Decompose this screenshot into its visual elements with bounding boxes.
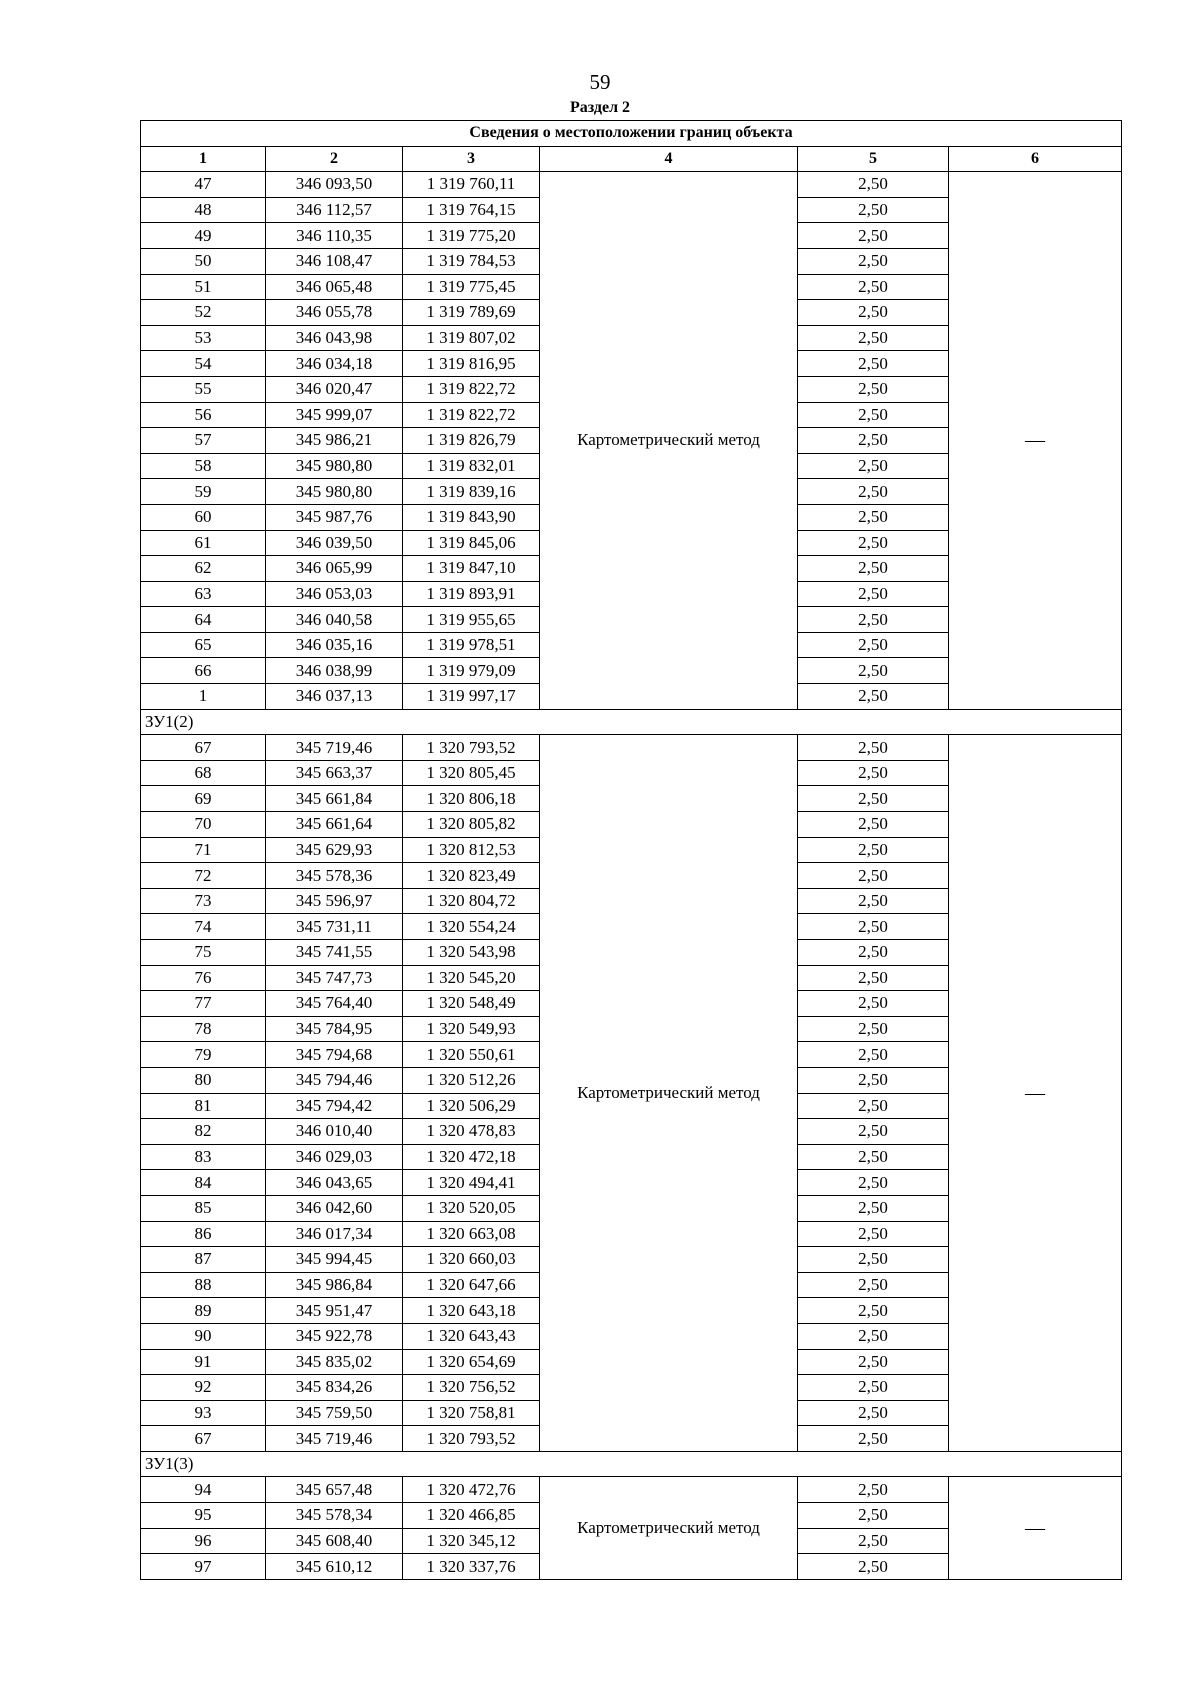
point-number: 79 <box>141 1042 266 1068</box>
accuracy-value: 2,50 <box>798 172 949 198</box>
coordinate-y: 1 319 822,72 <box>403 376 540 402</box>
point-number: 51 <box>141 274 266 300</box>
coordinate-x: 345 994,45 <box>266 1247 403 1273</box>
coordinate-x: 345 980,80 <box>266 479 403 505</box>
table-caption: Сведения о местоположении границ объекта <box>141 121 1122 147</box>
accuracy-value: 2,50 <box>798 991 949 1017</box>
coordinate-x: 346 029,03 <box>266 1144 403 1170</box>
accuracy-value: 2,50 <box>798 453 949 479</box>
coordinate-y: 1 319 845,06 <box>403 530 540 556</box>
point-number: 57 <box>141 428 266 454</box>
coordinate-y: 1 319 826,79 <box>403 428 540 454</box>
accuracy-value: 2,50 <box>798 1042 949 1068</box>
method-cell: Картометрический метод <box>540 735 798 1452</box>
point-number: 54 <box>141 351 266 377</box>
coordinate-y: 1 320 472,76 <box>403 1477 540 1503</box>
coordinate-x: 346 043,98 <box>266 325 403 351</box>
point-number: 59 <box>141 479 266 505</box>
coordinate-y: 1 320 543,98 <box>403 940 540 966</box>
coordinate-y: 1 320 805,82 <box>403 812 540 838</box>
point-number: 93 <box>141 1400 266 1426</box>
point-number: 74 <box>141 914 266 940</box>
coordinate-x: 346 108,47 <box>266 248 403 274</box>
coordinate-y: 1 319 839,16 <box>403 479 540 505</box>
coordinate-x: 345 794,42 <box>266 1093 403 1119</box>
accuracy-value: 2,50 <box>798 1144 949 1170</box>
coordinate-y: 1 319 955,65 <box>403 607 540 633</box>
coordinate-y: 1 319 979,09 <box>403 658 540 684</box>
coordinate-x: 345 731,11 <box>266 914 403 940</box>
point-number: 96 <box>141 1528 266 1554</box>
accuracy-value: 2,50 <box>798 658 949 684</box>
point-number: 75 <box>141 940 266 966</box>
point-number: 65 <box>141 632 266 658</box>
accuracy-value: 2,50 <box>798 863 949 889</box>
coordinate-x: 345 747,73 <box>266 965 403 991</box>
accuracy-value: 2,50 <box>798 1247 949 1273</box>
table-row <box>141 1477 1122 1503</box>
page-number: 59 <box>589 70 611 94</box>
accuracy-value: 2,50 <box>798 1119 949 1145</box>
coordinate-y: 1 320 550,61 <box>403 1042 540 1068</box>
point-number: 48 <box>141 197 266 223</box>
accuracy-value: 2,50 <box>798 1554 949 1580</box>
coordinate-y: 1 319 816,95 <box>403 351 540 377</box>
coordinate-y: 1 319 760,11 <box>403 172 540 198</box>
coordinate-y: 1 319 764,15 <box>403 197 540 223</box>
point-number: 92 <box>141 1375 266 1401</box>
coordinate-x: 346 020,47 <box>266 376 403 402</box>
accuracy-value: 2,50 <box>798 1170 949 1196</box>
accuracy-value: 2,50 <box>798 1323 949 1349</box>
point-number: 94 <box>141 1477 266 1503</box>
point-number: 97 <box>141 1554 266 1580</box>
accuracy-value: 2,50 <box>798 581 949 607</box>
coordinate-x: 346 038,99 <box>266 658 403 684</box>
coordinate-y: 1 320 643,43 <box>403 1323 540 1349</box>
coordinate-x: 346 042,60 <box>266 1195 403 1221</box>
parcel-label: ЗУ1(2) <box>141 709 1122 735</box>
coordinate-x: 346 037,13 <box>266 684 403 710</box>
point-number: 83 <box>141 1144 266 1170</box>
point-number: 70 <box>141 812 266 838</box>
point-number: 95 <box>141 1503 266 1529</box>
point-number: 52 <box>141 300 266 326</box>
coordinate-y: 1 320 506,29 <box>403 1093 540 1119</box>
coordinate-y: 1 320 545,20 <box>403 965 540 991</box>
accuracy-value: 2,50 <box>798 1272 949 1298</box>
point-number: 89 <box>141 1298 266 1324</box>
coordinate-y: 1 320 647,66 <box>403 1272 540 1298</box>
coordinate-x: 345 764,40 <box>266 991 403 1017</box>
coordinate-y: 1 320 823,49 <box>403 863 540 889</box>
point-number: 88 <box>141 1272 266 1298</box>
coordinate-x: 345 759,50 <box>266 1400 403 1426</box>
accuracy-value: 2,50 <box>798 530 949 556</box>
coordinate-y: 1 320 793,52 <box>403 735 540 761</box>
coordinate-x: 345 657,48 <box>266 1477 403 1503</box>
coordinate-y: 1 320 806,18 <box>403 786 540 812</box>
coordinate-y: 1 320 654,69 <box>403 1349 540 1375</box>
point-number: 67 <box>141 1426 266 1452</box>
point-number: 53 <box>141 325 266 351</box>
point-number: 66 <box>141 658 266 684</box>
accuracy-value: 2,50 <box>798 1528 949 1554</box>
coordinate-x: 345 999,07 <box>266 402 403 428</box>
accuracy-value: 2,50 <box>798 376 949 402</box>
point-number: 63 <box>141 581 266 607</box>
column-number: 2 <box>266 146 403 172</box>
accuracy-value: 2,50 <box>798 735 949 761</box>
accuracy-value: 2,50 <box>798 760 949 786</box>
coordinate-x: 346 065,99 <box>266 556 403 582</box>
coordinate-x: 346 093,50 <box>266 172 403 198</box>
coordinate-y: 1 320 478,83 <box>403 1119 540 1145</box>
parcel-group-row <box>141 709 1122 735</box>
accuracy-value: 2,50 <box>798 223 949 249</box>
coordinate-y: 1 320 512,26 <box>403 1067 540 1093</box>
accuracy-value: 2,50 <box>798 351 949 377</box>
coordinate-y: 1 320 549,93 <box>403 1016 540 1042</box>
coordinate-x: 345 578,36 <box>266 863 403 889</box>
point-number: 73 <box>141 888 266 914</box>
coordinate-x: 346 034,18 <box>266 351 403 377</box>
point-number: 72 <box>141 863 266 889</box>
column-number-row <box>141 146 1122 172</box>
boundary-coordinates-table <box>140 120 1122 1580</box>
point-number: 81 <box>141 1093 266 1119</box>
coordinate-y: 1 320 793,52 <box>403 1426 540 1452</box>
coordinate-x: 345 986,21 <box>266 428 403 454</box>
coordinate-x: 346 053,03 <box>266 581 403 607</box>
coordinate-x: 345 741,55 <box>266 940 403 966</box>
coordinate-y: 1 319 978,51 <box>403 632 540 658</box>
accuracy-value: 2,50 <box>798 607 949 633</box>
note-cell: — <box>949 172 1122 709</box>
coordinate-y: 1 320 548,49 <box>403 991 540 1017</box>
point-number: 68 <box>141 760 266 786</box>
coordinate-x: 346 017,34 <box>266 1221 403 1247</box>
point-number: 85 <box>141 1195 266 1221</box>
accuracy-value: 2,50 <box>798 504 949 530</box>
coordinate-x: 345 794,46 <box>266 1067 403 1093</box>
point-number: 77 <box>141 991 266 1017</box>
coordinate-y: 1 320 804,72 <box>403 888 540 914</box>
coordinate-y: 1 320 472,18 <box>403 1144 540 1170</box>
column-number: 6 <box>949 146 1122 172</box>
coordinate-y: 1 319 807,02 <box>403 325 540 351</box>
point-number: 76 <box>141 965 266 991</box>
coordinate-x: 345 980,80 <box>266 453 403 479</box>
coordinate-x: 345 608,40 <box>266 1528 403 1554</box>
accuracy-value: 2,50 <box>798 325 949 351</box>
coordinate-y: 1 319 843,90 <box>403 504 540 530</box>
coordinate-y: 1 320 756,52 <box>403 1375 540 1401</box>
accuracy-value: 2,50 <box>798 888 949 914</box>
coordinate-x: 346 055,78 <box>266 300 403 326</box>
accuracy-value: 2,50 <box>798 300 949 326</box>
accuracy-value: 2,50 <box>798 248 949 274</box>
coordinate-y: 1 319 847,10 <box>403 556 540 582</box>
point-number: 50 <box>141 248 266 274</box>
table-row <box>141 735 1122 761</box>
coordinate-y: 1 320 805,45 <box>403 760 540 786</box>
accuracy-value: 2,50 <box>798 479 949 505</box>
method-cell: Картометрический метод <box>540 172 798 709</box>
coordinate-y: 1 320 660,03 <box>403 1247 540 1273</box>
column-number: 3 <box>403 146 540 172</box>
coordinate-x: 345 661,84 <box>266 786 403 812</box>
accuracy-value: 2,50 <box>798 812 949 838</box>
coordinate-y: 1 319 775,45 <box>403 274 540 300</box>
note-cell: — <box>949 735 1122 1452</box>
coordinate-x: 345 794,68 <box>266 1042 403 1068</box>
point-number: 86 <box>141 1221 266 1247</box>
point-number: 62 <box>141 556 266 582</box>
point-number: 58 <box>141 453 266 479</box>
coordinate-x: 346 010,40 <box>266 1119 403 1145</box>
coordinate-x: 346 035,16 <box>266 632 403 658</box>
coordinate-x: 346 065,48 <box>266 274 403 300</box>
point-number: 90 <box>141 1323 266 1349</box>
coordinate-x: 345 719,46 <box>266 1426 403 1452</box>
accuracy-value: 2,50 <box>798 684 949 710</box>
coordinate-x: 346 039,50 <box>266 530 403 556</box>
coordinate-y: 1 320 520,05 <box>403 1195 540 1221</box>
coordinate-y: 1 319 784,53 <box>403 248 540 274</box>
coordinate-x: 345 596,97 <box>266 888 403 914</box>
accuracy-value: 2,50 <box>798 1400 949 1426</box>
coordinate-y: 1 320 494,41 <box>403 1170 540 1196</box>
point-number: 71 <box>141 837 266 863</box>
coordinate-y: 1 319 822,72 <box>403 402 540 428</box>
coordinate-x: 346 040,58 <box>266 607 403 633</box>
accuracy-value: 2,50 <box>798 914 949 940</box>
coordinate-x: 345 922,78 <box>266 1323 403 1349</box>
table-caption-row <box>141 121 1122 147</box>
accuracy-value: 2,50 <box>798 402 949 428</box>
point-number: 61 <box>141 530 266 556</box>
coordinate-x: 346 112,57 <box>266 197 403 223</box>
coordinate-y: 1 319 832,01 <box>403 453 540 479</box>
accuracy-value: 2,50 <box>798 428 949 454</box>
accuracy-value: 2,50 <box>798 786 949 812</box>
coordinate-y: 1 320 758,81 <box>403 1400 540 1426</box>
coordinate-x: 345 661,64 <box>266 812 403 838</box>
point-number: 87 <box>141 1247 266 1273</box>
coordinate-x: 346 110,35 <box>266 223 403 249</box>
coordinate-x: 345 835,02 <box>266 1349 403 1375</box>
point-number: 49 <box>141 223 266 249</box>
point-number: 78 <box>141 1016 266 1042</box>
method-cell: Картометрический метод <box>540 1477 798 1579</box>
point-number: 82 <box>141 1119 266 1145</box>
coordinate-x: 345 663,37 <box>266 760 403 786</box>
coordinate-x: 345 578,34 <box>266 1503 403 1529</box>
coordinate-x: 345 610,12 <box>266 1554 403 1580</box>
accuracy-value: 2,50 <box>798 1195 949 1221</box>
coordinate-x: 345 951,47 <box>266 1298 403 1324</box>
accuracy-value: 2,50 <box>798 965 949 991</box>
point-number: 55 <box>141 376 266 402</box>
column-number: 5 <box>798 146 949 172</box>
accuracy-value: 2,50 <box>798 940 949 966</box>
note-cell: — <box>949 1477 1122 1579</box>
coordinate-y: 1 319 789,69 <box>403 300 540 326</box>
accuracy-value: 2,50 <box>798 1477 949 1503</box>
coordinate-y: 1 320 643,18 <box>403 1298 540 1324</box>
coordinate-y: 1 320 337,76 <box>403 1554 540 1580</box>
table-body <box>141 121 1122 1580</box>
accuracy-value: 2,50 <box>798 1221 949 1247</box>
accuracy-value: 2,50 <box>798 1016 949 1042</box>
column-number: 1 <box>141 146 266 172</box>
accuracy-value: 2,50 <box>798 1349 949 1375</box>
point-number: 56 <box>141 402 266 428</box>
coordinate-y: 1 319 997,17 <box>403 684 540 710</box>
point-number: 47 <box>141 172 266 198</box>
accuracy-value: 2,50 <box>798 1503 949 1529</box>
accuracy-value: 2,50 <box>798 1067 949 1093</box>
parcel-label: ЗУ1(3) <box>141 1451 1122 1477</box>
coordinate-x: 345 834,26 <box>266 1375 403 1401</box>
coordinate-y: 1 319 893,91 <box>403 581 540 607</box>
coordinate-y: 1 320 663,08 <box>403 1221 540 1247</box>
point-number: 64 <box>141 607 266 633</box>
column-number: 4 <box>540 146 798 172</box>
coordinate-x: 345 629,93 <box>266 837 403 863</box>
accuracy-value: 2,50 <box>798 1093 949 1119</box>
accuracy-value: 2,50 <box>798 556 949 582</box>
coordinate-y: 1 320 345,12 <box>403 1528 540 1554</box>
point-number: 1 <box>141 684 266 710</box>
accuracy-value: 2,50 <box>798 1426 949 1452</box>
accuracy-value: 2,50 <box>798 632 949 658</box>
coordinate-x: 345 784,95 <box>266 1016 403 1042</box>
accuracy-value: 2,50 <box>798 274 949 300</box>
coordinate-y: 1 320 466,85 <box>403 1503 540 1529</box>
point-number: 84 <box>141 1170 266 1196</box>
accuracy-value: 2,50 <box>798 1375 949 1401</box>
point-number: 69 <box>141 786 266 812</box>
point-number: 80 <box>141 1067 266 1093</box>
accuracy-value: 2,50 <box>798 197 949 223</box>
accuracy-value: 2,50 <box>798 1298 949 1324</box>
table-row <box>141 172 1122 198</box>
point-number: 67 <box>141 735 266 761</box>
coordinate-y: 1 320 554,24 <box>403 914 540 940</box>
parcel-group-row <box>141 1451 1122 1477</box>
point-number: 91 <box>141 1349 266 1375</box>
coordinate-x: 346 043,65 <box>266 1170 403 1196</box>
coordinate-x: 345 987,76 <box>266 504 403 530</box>
coordinate-y: 1 319 775,20 <box>403 223 540 249</box>
coordinate-x: 345 986,84 <box>266 1272 403 1298</box>
point-number: 60 <box>141 504 266 530</box>
accuracy-value: 2,50 <box>798 837 949 863</box>
coordinate-y: 1 320 812,53 <box>403 837 540 863</box>
coordinate-x: 345 719,46 <box>266 735 403 761</box>
section-title: Раздел 2 <box>569 99 631 116</box>
